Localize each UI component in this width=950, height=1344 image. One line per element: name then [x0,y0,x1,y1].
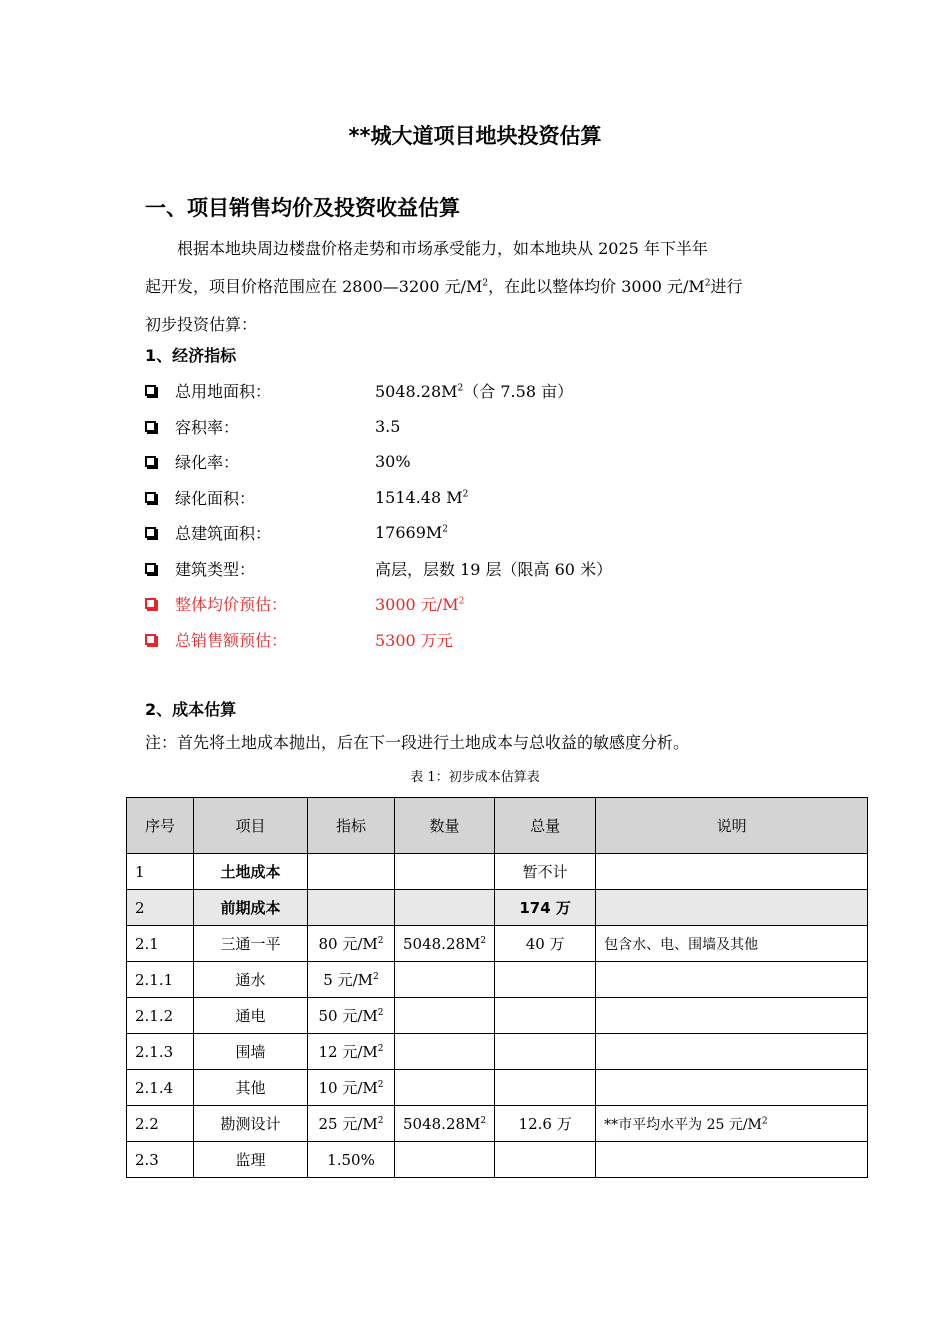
table-cell-index [308,1142,395,1178]
cost-table-body [127,798,868,1178]
table-cell-desc [596,890,868,926]
table-cell-total [495,890,596,926]
indicator-value [375,488,468,507]
table-header-cell: 指标 [308,798,395,854]
superscript: 2 [373,972,379,982]
para-line-2a: 起开发，项目价格范围应在 2800—3200 元/M [145,277,483,296]
indicator-value-text: 高层，层数 19 层（限高 60 米） [375,559,613,579]
superscript: 2 [377,1116,384,1126]
table-cell-index [308,926,395,962]
indicator-value [375,523,448,542]
superscript: 2 [442,524,449,535]
table-cell-desc [596,1070,868,1106]
table-cell-total [495,1142,596,1178]
table-cell-qty [395,1034,495,1070]
table-header-cell: 总量 [495,798,596,854]
indicator-label: 容积率： [175,417,240,437]
table-caption: 表 1：初步成本估算表 [410,770,540,785]
table-header-cell: 序号 [127,798,194,854]
indicator-row [145,373,845,409]
table-cell-total [495,1070,596,1106]
cell-text: 2.1.1 [135,970,174,989]
document-title: **城大道项目地块投资估算 [348,124,602,148]
indicator-value-text: 17669M [375,523,443,543]
indicator-label: 总建筑面积： [175,524,272,544]
table-cell-total [495,926,596,962]
table-cell-no [127,1034,194,1070]
cost-estimate-table [126,797,868,1178]
indicator-row [145,515,845,551]
table-cell-total [495,1034,596,1070]
superscript: 2 [377,936,384,946]
indicator-row [145,444,845,480]
section-heading-sales: 一、项目销售均价及投资收益估算 [145,196,460,220]
indicator-label: 总销售额预估： [175,630,288,650]
table-cell-item [194,1034,308,1070]
table-cell-no [127,890,194,926]
table-row [127,1034,868,1070]
indicator-label: 绿化面积： [175,488,256,508]
checkbox-bullet-icon [145,385,156,396]
superscript: 2 [377,1044,384,1054]
table-cell-qty [395,998,495,1034]
table-cell-no [127,962,194,998]
superscript: 2 [457,383,464,394]
indicator-value-suffix: （合 7.58 亩） [463,382,574,402]
cell-text: 12.6 万 [518,1115,572,1133]
table-row [127,926,868,962]
cell-text: 勘测设计 [220,1115,281,1133]
table-cell-total [495,962,596,998]
indicator-row [145,622,845,658]
indicator-value-text: 30% [375,452,411,472]
table-cell-qty [395,1070,495,1106]
superscript: 2 [704,278,711,289]
table-row [127,854,868,890]
table-cell-desc [596,854,868,890]
table-row [127,1142,868,1178]
cell-text: 2.2 [135,1114,159,1133]
table-cell-item [194,1142,308,1178]
indicator-value [375,557,612,580]
cell-text: 通电 [235,1007,266,1025]
indicator-label: 整体均价预估： [175,595,288,615]
indicator-row [145,480,845,516]
table-header-cell: 数量 [395,798,495,854]
cell-text: 25 元/M [318,1115,378,1133]
cost-note: 注：首先将土地成本抛出，后在下一段进行土地成本与总收益的敏感度分析。 [145,733,690,752]
superscript: 2 [377,1008,384,1018]
table-row [127,998,868,1034]
table-cell-item [194,998,308,1034]
table-cell-no [127,854,194,890]
table-cell-qty [395,962,495,998]
cell-text: 三通一平 [220,935,281,953]
table-row [127,1070,868,1106]
cell-text: **市平均水平为 25 元/M [604,1116,762,1133]
table-cell-index [308,998,395,1034]
cell-text: 5048.28M [403,934,481,953]
cell-text: 12 元/M [318,1043,378,1061]
cell-text: 通水 [235,971,266,989]
checkbox-bullet-icon [145,563,156,574]
checkbox-bullet-icon [145,634,156,645]
cell-text: 1.50% [327,1150,375,1169]
table-header-cell: 项目 [194,798,308,854]
superscript: 2 [377,1080,384,1090]
cell-text: 40 万 [525,935,565,953]
table-cell-no [127,926,194,962]
cell-text: 监理 [235,1151,266,1169]
table-header-cell: 说明 [596,798,868,854]
table-cell-index [308,962,395,998]
para-line-2c: 进行 [710,277,743,296]
cell-text: 2.1.3 [135,1042,174,1061]
cell-text: 暂不计 [522,863,568,881]
cell-text: 前期成本 [220,899,281,917]
indicator-value-text: 1514.48 M [375,487,463,507]
superscript: 2 [761,1115,768,1126]
table-cell-no [127,998,194,1034]
table-cell-desc [596,1034,868,1070]
table-cell-total [495,1106,596,1142]
indicator-value [375,452,411,471]
table-cell-index [308,1106,395,1142]
table-cell-qty [395,926,495,962]
indicator-value [375,592,464,615]
table-cell-index [308,1070,395,1106]
table-cell-item [194,926,308,962]
superscript: 2 [462,489,469,500]
table-cell-qty [395,890,495,926]
table-row [127,962,868,998]
table-cell-no [127,1106,194,1142]
superscript: 2 [458,596,465,607]
table-cell-item [194,1070,308,1106]
indicator-value-text: 3000 元/M [375,595,459,615]
table-row [127,1106,868,1142]
para-line-3: 初步投资估算： [145,315,258,334]
table-cell-index [308,1034,395,1070]
table-cell-item [194,962,308,998]
checkbox-bullet-icon [145,421,156,432]
intro-paragraph [145,230,810,344]
cell-text: 2.1.2 [135,1006,174,1025]
indicator-value [375,628,453,651]
indicator-label: 建筑类型： [175,559,256,579]
indicator-row [145,409,845,445]
superscript: 2 [480,1115,487,1126]
cell-text: 80 元/M [318,935,378,953]
checkbox-bullet-icon [145,527,156,538]
indicator-row [145,551,845,587]
table-cell-qty [395,1106,495,1142]
cell-text: 土地成本 [220,863,281,881]
cell-text: 50 元/M [318,1007,378,1025]
section-heading-cost: 2、成本估算 [145,700,237,719]
table-cell-desc [596,998,868,1034]
table-cell-desc [596,962,868,998]
cell-text: 10 元/M [318,1079,378,1097]
table-cell-no [127,1142,194,1178]
cell-text: 174 万 [519,899,571,917]
checkbox-bullet-icon [145,456,156,467]
indicator-label: 总用地面积： [175,382,272,402]
cell-text: 1 [135,862,145,881]
table-header-row [127,798,868,854]
table-cell-item [194,854,308,890]
superscript: 2 [480,935,487,946]
table-cell-desc [596,926,868,962]
cell-text: 2.3 [135,1150,159,1169]
table-cell-desc [596,1142,868,1178]
table-row [127,890,868,926]
checkbox-bullet-icon [145,492,156,503]
table-cell-total [495,854,596,890]
cell-text: 5048.28M [403,1114,481,1133]
indicator-value [375,379,573,402]
para-line-2b: ，在此以整体均价 3000 元/M [488,277,705,296]
indicator-value [375,417,400,436]
table-cell-index [308,854,395,890]
cell-text: 5 元/M [323,971,373,989]
superscript: 2 [482,278,489,289]
checkbox-bullet-icon [145,598,156,609]
indicator-value-text: 5048.28M [375,382,458,402]
table-cell-total [495,998,596,1034]
cell-text: 2.1 [135,934,159,953]
para-line-1: 根据本地块周边楼盘价格走势和市场承受能力，如本地块从 2025 年下半年 [177,239,708,258]
indicator-row [145,586,845,622]
cell-text: 2.1.4 [135,1078,174,1097]
indicator-value-text: 5300 万元 [375,630,453,650]
cell-text: 2 [135,898,145,917]
indicator-label: 绿化率： [175,453,240,473]
indicator-list [145,373,845,657]
table-cell-no [127,1070,194,1106]
cell-text: 围墙 [235,1043,266,1061]
table-cell-qty [395,1142,495,1178]
table-cell-qty [395,854,495,890]
section-heading-indicators: 1、经济指标 [145,346,237,365]
indicator-value-text: 3.5 [375,416,401,436]
cell-text: 其他 [235,1079,266,1097]
table-cell-item [194,1106,308,1142]
table-cell-item [194,890,308,926]
table-cell-index [308,890,395,926]
table-cell-desc [596,1106,868,1142]
cell-text: 包含水、电、围墙及其他 [604,936,759,953]
